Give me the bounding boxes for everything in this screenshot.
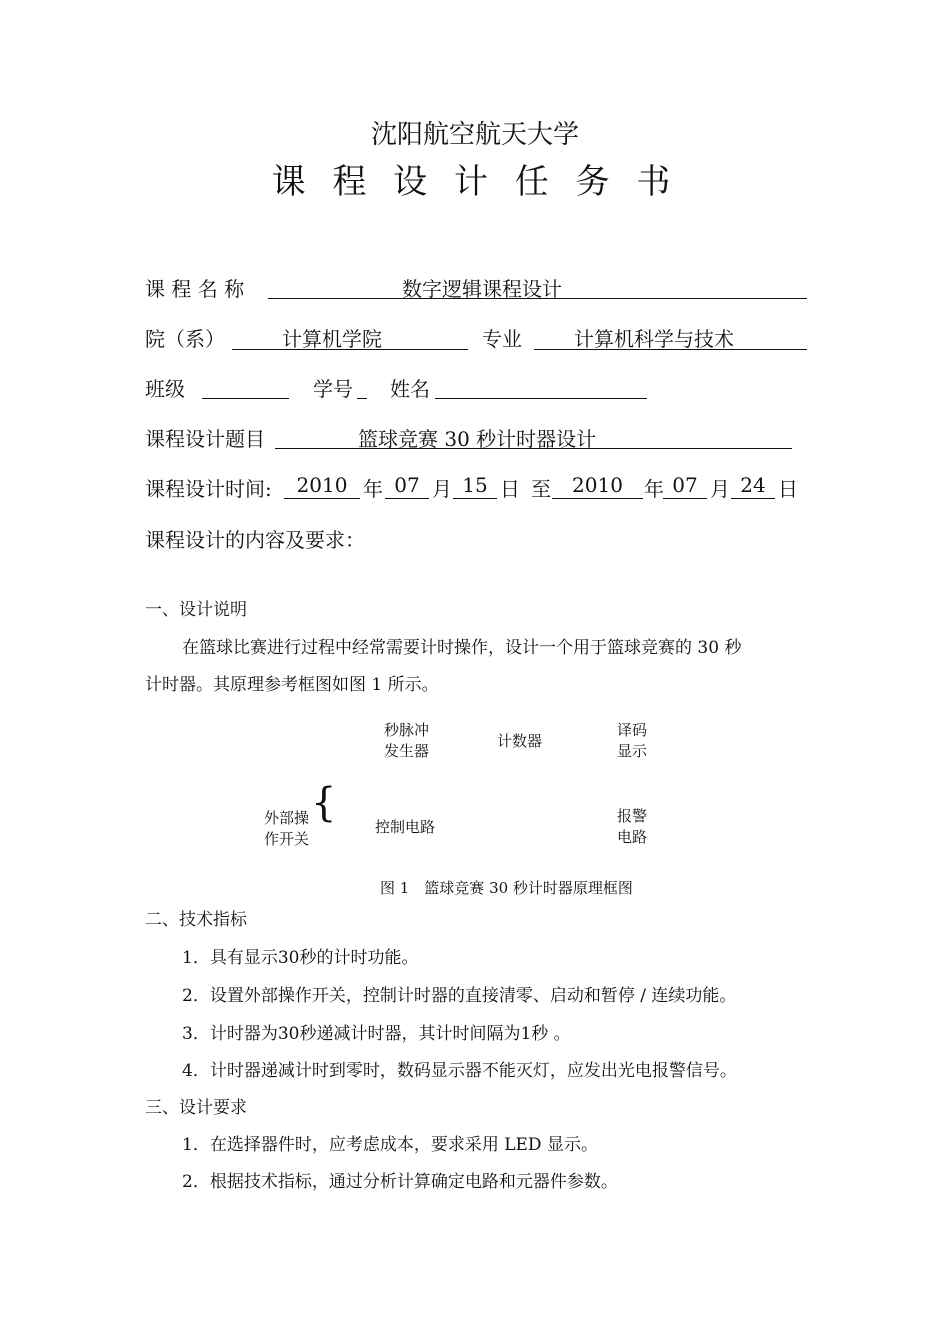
- section1-heading: 一、设计说明: [145, 600, 247, 620]
- day-char-2: 日: [778, 477, 798, 501]
- university-title: 沈阳航空航天大学: [370, 120, 579, 150]
- spec-item-4: 4．计时器递减计时到零时，数码显示器不能灭灯，应发出光电报警信号。: [182, 1061, 737, 1081]
- alarm-circuit-line2: 电路: [617, 828, 648, 846]
- student-id-label: 学号: [313, 377, 353, 401]
- section1-paragraph-line2: 计时器。其原理参考框图如图 1 所示。: [145, 675, 439, 695]
- year-char-2: 年: [644, 477, 664, 501]
- class-label: 班级: [145, 377, 185, 401]
- start-day: 15: [462, 473, 488, 497]
- major-value: 计算机科学与技术: [574, 327, 734, 351]
- end-day: 24: [740, 473, 766, 497]
- department-value: 计算机学院: [282, 327, 382, 351]
- year-char-1: 年: [363, 477, 383, 501]
- to-char: 至: [531, 477, 551, 501]
- pulse-generator-line2: 发生器: [384, 742, 430, 760]
- document-title: 课 程 设 计 任 务 书: [271, 162, 679, 202]
- start-year-underline: [284, 498, 360, 499]
- major-label: 专业: [482, 327, 522, 351]
- external-switch-line1: 外部操: [264, 809, 310, 827]
- topic-label: 课程设计题目: [145, 427, 265, 451]
- name-underline: [435, 398, 647, 399]
- decoder-display-line2: 显示: [617, 742, 648, 760]
- start-month: 07: [394, 473, 420, 497]
- end-month: 07: [672, 473, 698, 497]
- course-name-label: 课 程 名 称: [145, 277, 245, 301]
- day-char-1: 日: [500, 477, 520, 501]
- time-label: 课程设计时间:: [145, 477, 272, 501]
- end-month-underline: [663, 498, 707, 499]
- section1-paragraph-line1: 在篮球比赛进行过程中经常需要计时操作，设计一个用于篮球竞赛的 30 秒: [182, 638, 742, 658]
- brace-symbol: {: [311, 780, 337, 826]
- section2-heading: 二、技术指标: [145, 910, 247, 930]
- end-day-underline: [731, 498, 775, 499]
- section3-heading: 三、设计要求: [145, 1098, 247, 1118]
- class-underline: [202, 398, 289, 399]
- alarm-circuit-block: [617, 806, 647, 848]
- student-id-underline: [357, 398, 367, 399]
- end-year: 2010: [572, 473, 623, 497]
- spec-item-3: 3．计时器为30秒递减计时器，其计时间隔为1秒 。: [182, 1024, 571, 1044]
- decoder-display-block: [617, 720, 647, 762]
- start-year: 2010: [296, 473, 348, 497]
- end-year-underline: [552, 498, 643, 499]
- start-month-underline: [385, 498, 429, 499]
- requirement-item-1: 1．在选择器件时，应考虑成本，要求采用 LED 显示。: [182, 1135, 598, 1155]
- requirement-item-2: 2．根据技术指标，通过分析计算确定电路和元器件参数。: [182, 1172, 618, 1192]
- external-switch-line2: 作开关: [264, 830, 310, 848]
- spec-item-2: 2．设置外部操作开关，控制计时器的直接清零、启动和暂停 / 连续功能。: [182, 986, 737, 1006]
- name-label: 姓名: [390, 377, 430, 401]
- figure-caption: 图 1 篮球竞赛 30 秒计时器原理框图: [380, 879, 633, 897]
- counter-block: 计数器: [497, 732, 543, 750]
- decoder-display-line1: 译码: [617, 721, 648, 739]
- content-requirements-label: 课程设计的内容及要求：: [145, 528, 365, 552]
- pulse-generator-block: [384, 720, 429, 762]
- external-switch-block: [264, 808, 309, 850]
- month-char-1: 月: [432, 477, 452, 501]
- control-circuit-block: 控制电路: [375, 818, 436, 836]
- department-label: 院（系）: [145, 327, 225, 351]
- start-day-underline: [453, 498, 497, 499]
- course-name-value: 数字逻辑课程设计: [402, 277, 562, 301]
- month-char-2: 月: [710, 477, 730, 501]
- topic-value: 篮球竞赛 30 秒计时器设计: [358, 427, 597, 451]
- alarm-circuit-line1: 报警: [617, 807, 648, 825]
- pulse-generator-line1: 秒脉冲: [384, 721, 430, 739]
- spec-item-1: 1．具有显示30秒的计时功能。: [182, 948, 419, 968]
